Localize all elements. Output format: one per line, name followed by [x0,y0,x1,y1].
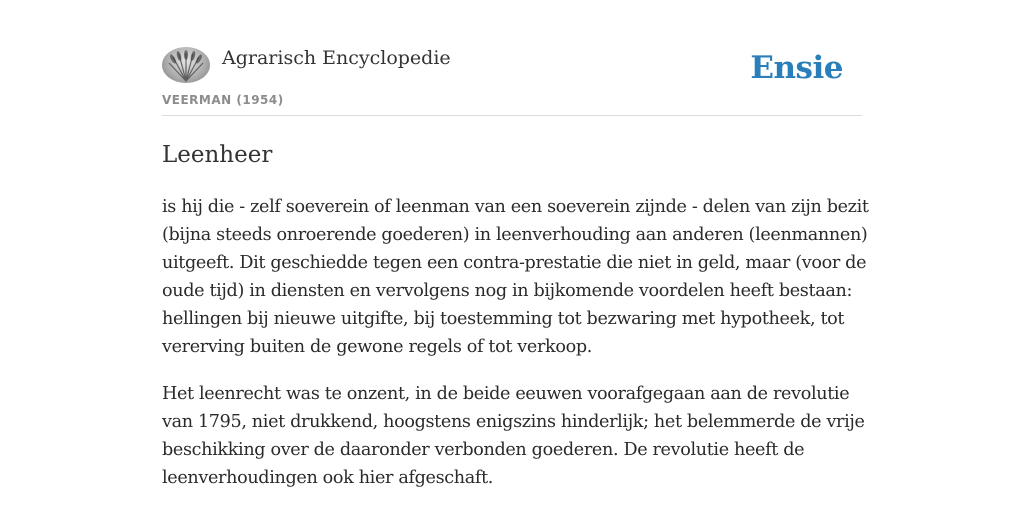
paragraph-1 [162,193,869,361]
paragraph-line: leenverhoudingen ook hier afgeschaft. [162,468,494,488]
wheat-sheaf-icon[interactable] [162,47,210,83]
paragraph-line: oude tijd) in diensten en vervolgens nog in bijkomende voordelen heeft bestaan: [162,281,853,301]
paragraph-line: vererving buiten de gewone regels of tot verkoop. [162,337,592,357]
header [162,0,862,116]
encyclopedia-card [162,0,869,512]
paragraph-2 [162,380,865,492]
entry-title: Leenheer [162,142,273,168]
paragraph-line: van 1795, niet drukkend, hoogstens enigszins hinderlijk; het belemmerde de vrije [162,412,865,432]
paragraph-line: uitgeeft. Dit geschiedde tegen een contra-prestatie die niet in geld, maar (voor de [162,253,867,273]
paragraph-line: hellingen bij nieuwe uitgifte, bij toestemming tot bezwaring met hypotheek, tot [162,309,845,329]
author-byline: VEERMAN (1954) [162,93,284,107]
source-title[interactable]: Agrarisch Encyclopedie [222,47,451,69]
paragraph-line: (bijna steeds onroerende goederen) in leenverhouding aan anderen (leenmannen) [162,225,868,245]
paragraph-line: beschikking over de daaronder verbonden goederen. De revolutie heeft de [162,440,805,460]
paragraph-line: is hij die - zelf soeverein of leenman van een soeverein zijnde - delen van zijn bezit [162,197,869,217]
paragraph-line: Het leenrecht was te onzent, in de beide eeuwen voorafgegaan aan de revolutie [162,384,850,404]
brand-logo[interactable]: Ensie [750,50,843,86]
